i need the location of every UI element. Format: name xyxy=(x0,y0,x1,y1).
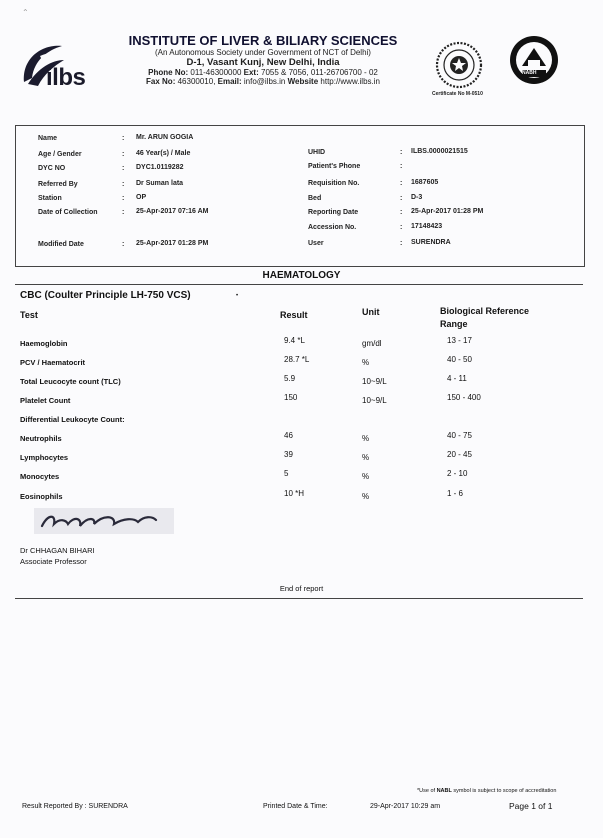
patient-value: 25-Apr-2017 07:16 AM xyxy=(136,208,209,215)
patient-value: 1687605 xyxy=(411,179,439,186)
test-unit: % xyxy=(362,492,370,501)
test-unit: 10~9/L xyxy=(362,396,387,405)
patient-colon: : xyxy=(400,209,403,216)
column-test: Test xyxy=(20,310,38,320)
patient-colon: : xyxy=(400,240,403,247)
doctor-name: Dr CHHAGAN BIHARI xyxy=(20,546,95,555)
section-divider xyxy=(15,284,583,285)
patient-label: Modified Date xyxy=(38,241,84,248)
test-unit: gm/dl xyxy=(362,339,382,348)
test-reference-range: 40 - 50 xyxy=(447,355,472,364)
patient-colon: : xyxy=(122,135,125,142)
patient-label: Date of Collection xyxy=(38,209,98,216)
column-unit: Unit xyxy=(362,307,380,317)
column-reference-line2: Range xyxy=(440,319,468,329)
institute-phone-line: Phone No: 011-46300000 Ext: 7055 & 7056, 011-26706700 - 02 xyxy=(148,68,378,77)
patient-colon: : xyxy=(400,163,403,170)
institute-address: D-1, Vasant Kunj, New Delhi, India xyxy=(186,57,340,68)
institute-subtitle: (An Autonomous Society under Government of NCT of Delhi) xyxy=(155,48,371,57)
patient-label: Bed xyxy=(308,195,322,202)
patient-colon: : xyxy=(400,149,403,156)
section-title: HAEMATOLOGY xyxy=(262,270,341,281)
patient-colon: : xyxy=(122,181,125,188)
test-unit: 10~9/L xyxy=(362,377,387,386)
printed-date-value: 29-Apr-2017 10:29 am xyxy=(370,803,441,810)
test-name: Total Leucocyte count (TLC) xyxy=(20,377,121,386)
nabh-seal-label: NABH xyxy=(522,70,537,76)
test-result: 150 xyxy=(284,393,298,402)
patient-value: 25-Apr-2017 01:28 PM xyxy=(136,240,209,247)
patient-value: Mr. ARUN GOGIA xyxy=(136,134,194,141)
institute-title: INSTITUTE OF LIVER & BILIARY SCIENCES xyxy=(128,33,398,48)
nabl-seal-icon xyxy=(432,40,486,90)
institute-contact-line: Fax No: 46300010, Email: info@ilbs.in Website http://www.ilbs.in xyxy=(146,77,380,86)
patient-label: Name xyxy=(38,135,58,142)
patient-value: ILBS.0000021515 xyxy=(411,148,468,155)
patient-label: Requisition No. xyxy=(308,180,360,187)
test-reference-range: 2 - 10 xyxy=(447,469,468,478)
patient-label: UHID xyxy=(308,149,326,156)
test-name: Eosinophils xyxy=(20,492,63,501)
nabh-seal-icon xyxy=(508,30,560,90)
test-reference-range: 20 - 45 xyxy=(447,450,472,459)
patient-value: 25-Apr-2017 01:28 PM xyxy=(411,208,484,215)
patient-colon: : xyxy=(122,165,125,172)
test-name: Platelet Count xyxy=(20,396,71,405)
test-name: Differential Leukocyte Count: xyxy=(20,415,125,424)
test-result: 46 xyxy=(284,431,293,440)
patient-colon: : xyxy=(122,241,125,248)
end-divider xyxy=(15,598,583,599)
test-reference-range: 4 - 11 xyxy=(447,374,467,383)
doctor-signature xyxy=(34,508,174,534)
patient-colon: : xyxy=(400,224,403,231)
test-result: 5.9 xyxy=(284,374,296,383)
patient-value: 46 Year(s) / Male xyxy=(136,150,191,157)
patient-label: Referred By xyxy=(38,181,78,188)
test-name: Monocytes xyxy=(20,472,60,481)
patient-label: DYC NO xyxy=(38,165,66,172)
certificate-number: Certificate No M-0510 xyxy=(432,91,483,97)
test-result: 28.7 *L xyxy=(284,355,310,364)
patient-label: Patient's Phone xyxy=(308,163,361,170)
patient-colon: : xyxy=(122,151,125,158)
patient-label: Station xyxy=(38,195,62,202)
column-reference-line1: Biological Reference xyxy=(440,306,530,316)
patient-label: User xyxy=(308,240,324,247)
doctor-title: Associate Professor xyxy=(20,557,87,566)
test-name: Neutrophils xyxy=(20,434,62,443)
scan-corner-mark: ⌃ xyxy=(22,8,29,17)
patient-value: SURENDRA xyxy=(411,239,451,246)
test-name: Lymphocytes xyxy=(20,453,69,462)
patient-colon: : xyxy=(400,180,403,187)
test-unit: % xyxy=(362,358,370,367)
result-reported-by: Result Reported By : SURENDRA xyxy=(22,803,128,810)
patient-colon: : xyxy=(122,209,125,216)
test-result: 10 *H xyxy=(284,489,305,498)
nabl-footnote: *Use of NABL symbol is subject to scope of accreditation xyxy=(417,788,557,794)
test-unit: % xyxy=(362,434,370,443)
column-result: Result xyxy=(280,310,308,320)
patient-value: 17148423 xyxy=(411,223,443,230)
test-reference-range: 40 - 75 xyxy=(447,431,472,440)
patient-label: Age / Gender xyxy=(38,151,82,158)
test-name: Haemoglobin xyxy=(20,339,68,348)
test-result: 39 xyxy=(284,450,293,459)
patient-value: DYC1.0119282 xyxy=(136,164,184,171)
patient-info-box xyxy=(15,125,585,267)
patient-value: OP xyxy=(136,194,147,201)
test-name: PCV / Haematocrit xyxy=(20,358,86,367)
stray-dot: • xyxy=(236,293,239,299)
printed-date-label: Printed Date & Time: xyxy=(263,803,328,810)
patient-value: Dr Suman lata xyxy=(136,180,184,187)
test-result: 9.4 *L xyxy=(284,336,305,345)
logo-wordmark: ilbs xyxy=(46,64,86,91)
test-reference-range: 150 - 400 xyxy=(447,393,481,402)
patient-colon: : xyxy=(122,195,125,202)
test-result: 5 xyxy=(284,469,289,478)
test-reference-range: 13 - 17 xyxy=(447,336,472,345)
patient-value: D-3 xyxy=(411,194,423,201)
test-unit: % xyxy=(362,472,370,481)
test-reference-range: 1 - 6 xyxy=(447,489,464,498)
end-of-report: End of report xyxy=(279,584,324,593)
patient-label: Reporting Date xyxy=(308,209,359,216)
patient-label: Accession No. xyxy=(308,224,357,231)
patient-colon: : xyxy=(400,195,403,202)
page-number: Page 1 of 1 xyxy=(509,801,553,811)
test-unit: % xyxy=(362,453,370,462)
panel-title: CBC (Coulter Principle LH-750 VCS) xyxy=(20,290,191,301)
